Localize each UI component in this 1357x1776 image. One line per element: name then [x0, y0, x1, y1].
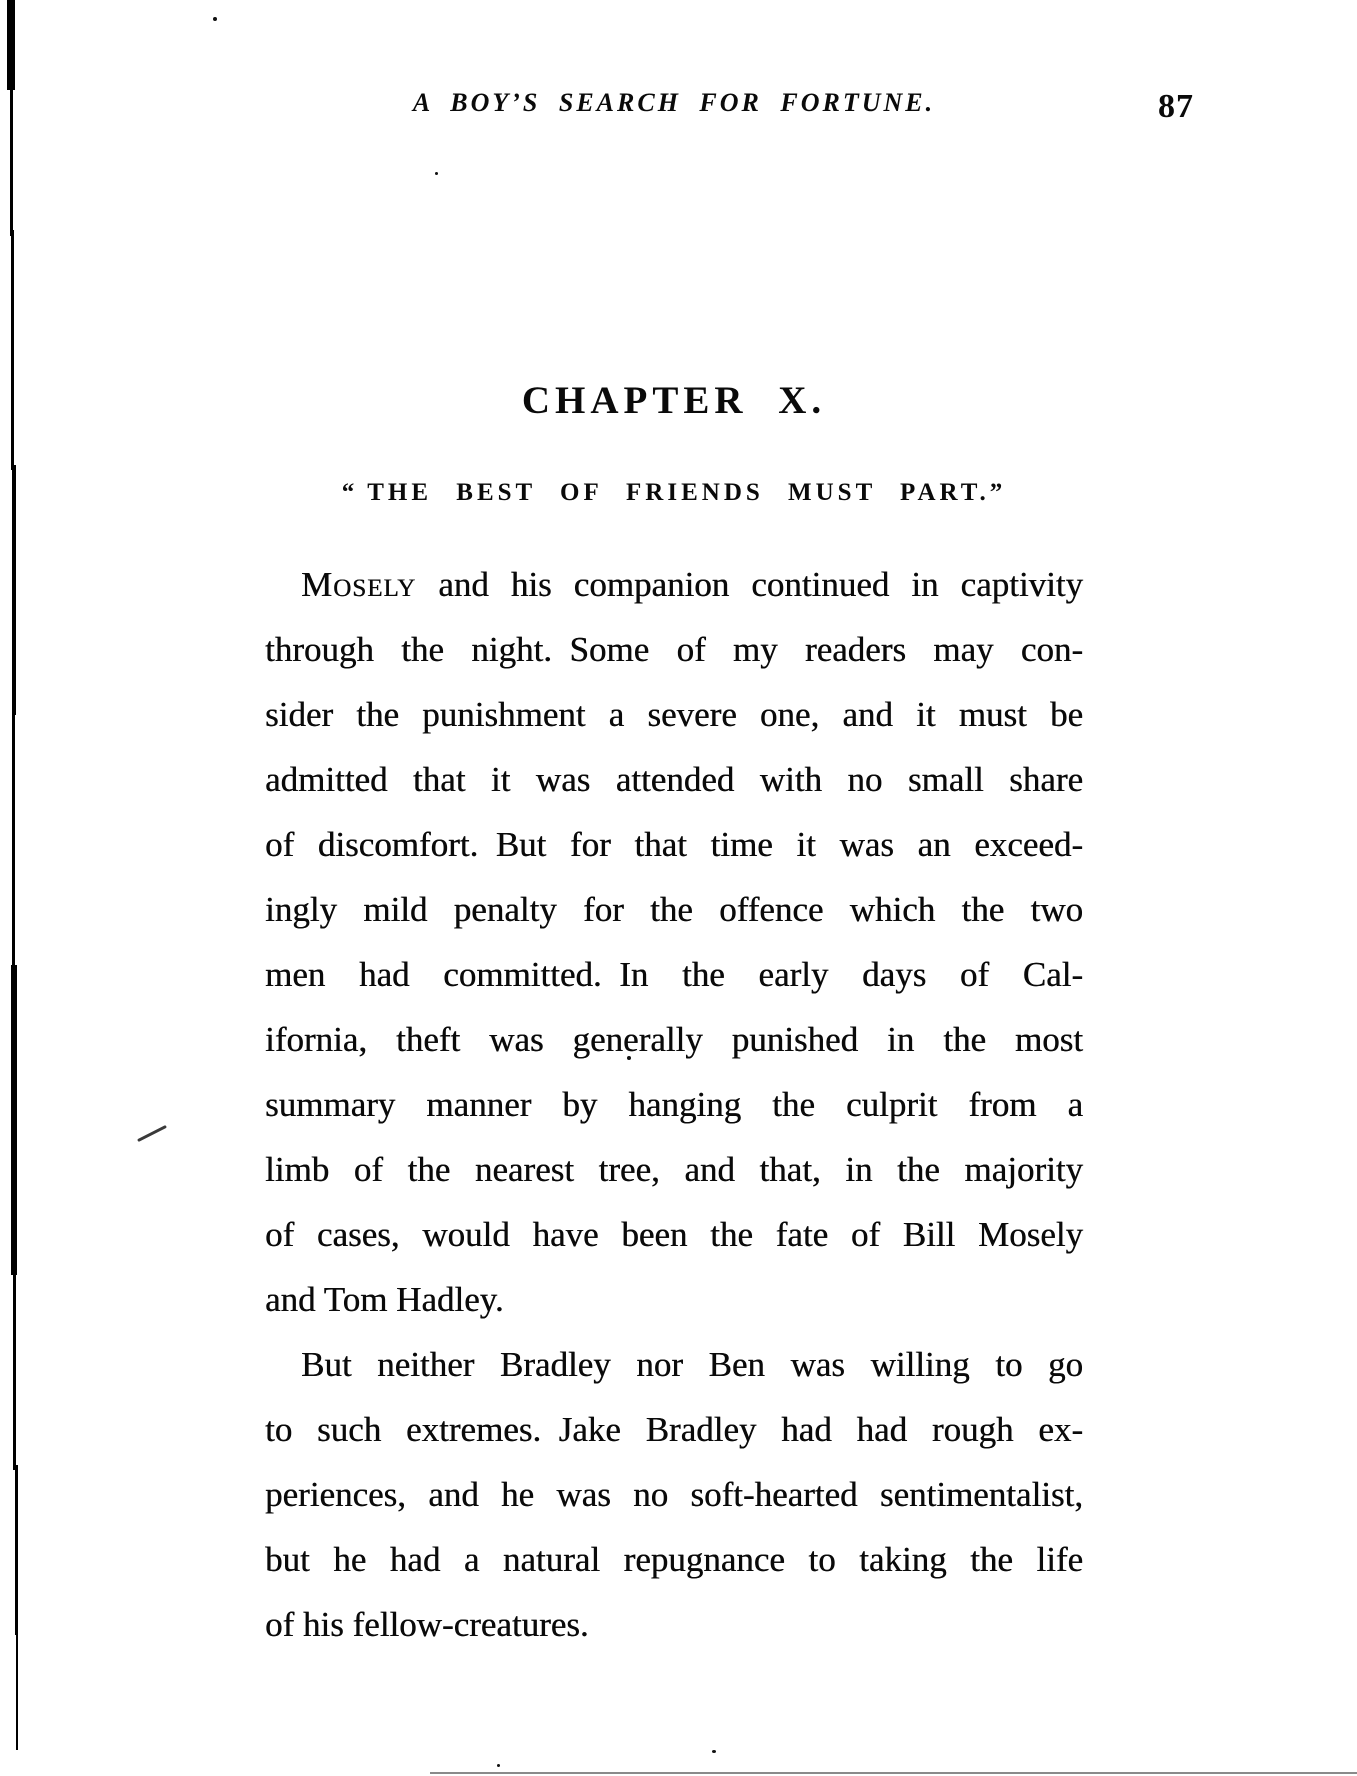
text-line: men had committed. In the early days of Cal- [265, 955, 1083, 994]
pencil-mark [137, 1125, 167, 1142]
running-header-title: A BOY’S SEARCH FOR FORTUNE. [412, 88, 936, 117]
scan-artifact-binding-line [15, 1465, 18, 1635]
scan-artifact-binding-line [12, 710, 15, 970]
text-line: through the night. Some of my readers may con- [265, 630, 1083, 669]
text-line: ifornia, theft was generally punished in the most [265, 1020, 1083, 1059]
scan-artifact-binding-line [7, 0, 15, 90]
page-number: 87 [1158, 88, 1194, 125]
scan-speck [213, 17, 217, 21]
text-line: of discomfort. But for that time it was an exceed- [265, 825, 1083, 864]
paragraph [265, 552, 1083, 1332]
text-line: Mosely and his companion continued in captivity [301, 565, 1083, 604]
text-line: summary manner by hanging the culprit from a [265, 1085, 1083, 1124]
text-line: and Tom Hadley. [265, 1280, 504, 1319]
scan-artifact-binding-line [11, 965, 17, 1275]
scan-artifact-binding-line [16, 1630, 18, 1750]
paragraph [265, 1332, 1083, 1657]
text-line: of his fellow-creatures. [265, 1605, 589, 1644]
text-line: limb of the nearest tree, and that, in the majority [265, 1150, 1083, 1189]
text-line: of cases, would have been the fate of Bill Mosely [265, 1215, 1083, 1254]
text-line: sider the punishment a severe one, and it must be [265, 695, 1083, 734]
chapter-heading: CHAPTER X. [521, 379, 827, 422]
scan-speck [435, 172, 438, 175]
text-line: admitted that it was attended with no small share [265, 760, 1083, 799]
text-line: but he had a natural repugnance to taking the life [265, 1540, 1083, 1579]
chapter-subtitle: “ THE BEST OF FRIENDS MUST PART.” [341, 479, 1007, 506]
scan-artifact-binding-line [13, 1270, 16, 1470]
body-text [265, 552, 1083, 1657]
scan-speck [497, 1764, 500, 1767]
lead-word-smallcaps: Mosely [301, 565, 417, 604]
scan-artifact-binding-line [10, 86, 13, 236]
scan-artifact-binding-line [12, 465, 16, 715]
scan-speck [712, 1750, 716, 1753]
scan-artifact-bottom-line [430, 1772, 1357, 1774]
text-line: ingly mild penalty for the offence which the two [265, 890, 1083, 929]
text-line: to such extremes. Jake Bradley had had rough ex- [265, 1410, 1083, 1449]
text-line: periences, and he was no soft-hearted sentimentalist, [265, 1475, 1083, 1514]
text-line: But neither Bradley nor Ben was willing to go [301, 1345, 1083, 1384]
scan-artifact-binding-line [11, 230, 14, 470]
